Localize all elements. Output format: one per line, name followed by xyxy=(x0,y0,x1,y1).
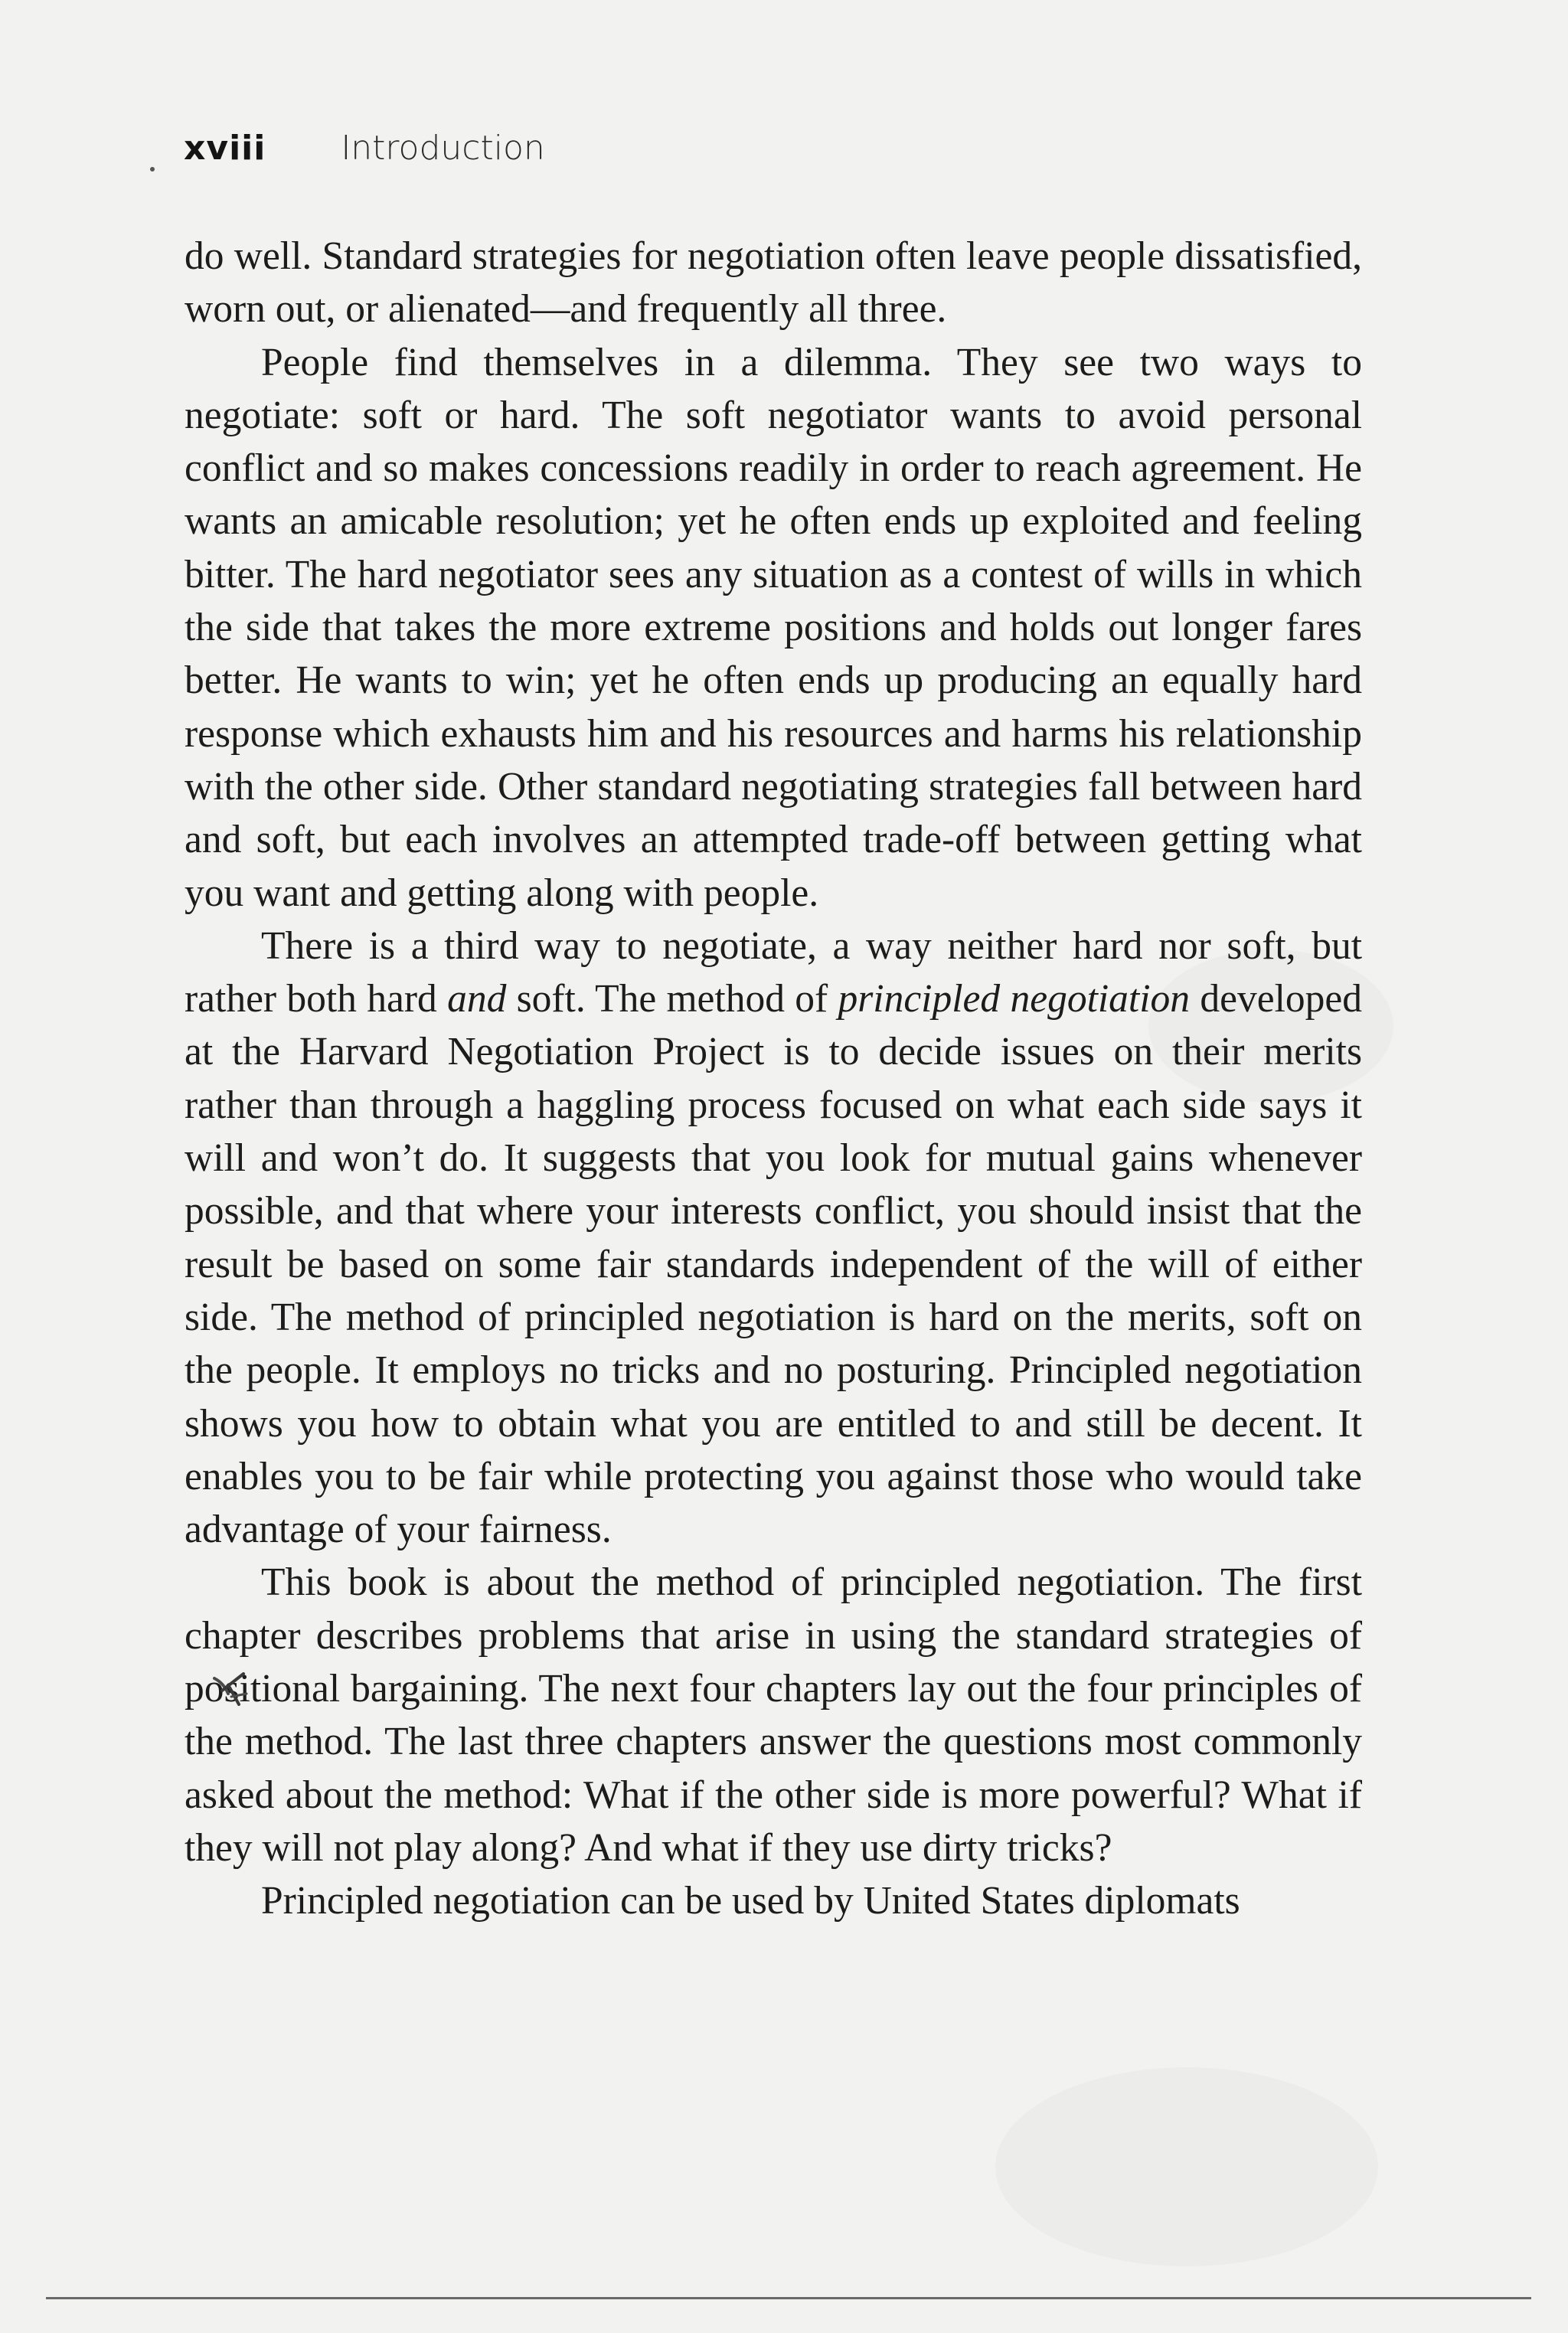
running-head: Introduction xyxy=(341,129,545,168)
paragraph-2: People find themselves in a dilemma. They see two ways to negotiate: soft or hard. The soft negotiator wants to avoid personal conflict and so makes concessions readily in order to reach agreement. He wants an amicable resolution; yet he often ends up exploited and feeling bitter. The hard negotiator sees any situation as a contest of wills in which the side that takes the more extreme positions and holds out longer fares better. He wants to win; yet he often ends up producing an equally hard response which exhausts him and his resources and harms his relationship with the other side. Other standard negotiating strategies fall between hard and soft, but each involves an attempted trade-off between getting what you want and getting along with people. xyxy=(185,340,1362,915)
page-bottom-rule xyxy=(46,2297,1531,2299)
paragraph-3-text-b: soft. The method of xyxy=(506,977,838,1021)
paragraph-3-text-a: There is a third way to negotiate, a way neither hard nor soft, but rather both hard xyxy=(185,923,1362,1021)
paragraph-5: Principled negotiation can be used by United States diplomats xyxy=(261,1879,1240,1923)
emphasis-and: and xyxy=(447,977,507,1021)
stray-dot-mark xyxy=(150,167,155,172)
page-number: xviii xyxy=(184,129,266,168)
paragraph-3 xyxy=(185,920,1362,1557)
paragraph-4: This book is about the method of principled negotiation. The first chapter describes problems that arise in using the standard strategies of positional bargaining. The next four chapters lay out the four principles of the method. The last three chapters answer the questions most commonly asked about the method: What if the other side is more powerful? What if they will not play along? And what if they use dirty tricks? xyxy=(185,1560,1362,1870)
scan-smudge xyxy=(995,2067,1378,2266)
pencil-check-mark-icon xyxy=(213,1671,253,1706)
body-text xyxy=(185,230,1362,1928)
paragraph-1: do well. Standard strategies for negotiation often leave people dissatisfied, worn out, or alienated—and frequently all three. xyxy=(185,234,1362,332)
page-header xyxy=(184,129,545,182)
paragraph-3-text-c: developed at the Harvard Negotiation Project is to decide issues on their merits rather than through a haggling process focused on what each side says it will and won’t do. It suggests that you look for mutual gains whenever possible, and that where your interests conflict, you should insist that the result be based on some fair standards independent of the will of either side. The method of principled negotiation is hard on the merits, soft on the people. It employs no tricks and no posturing. Principled negotiation shows you how to obtain what you are entitled to and still be decent. It enables you to be fair while protecting you against those who would take advantage of your fairness. xyxy=(185,977,1362,1552)
term-principled-negotiation: principled negotiation xyxy=(838,977,1191,1021)
